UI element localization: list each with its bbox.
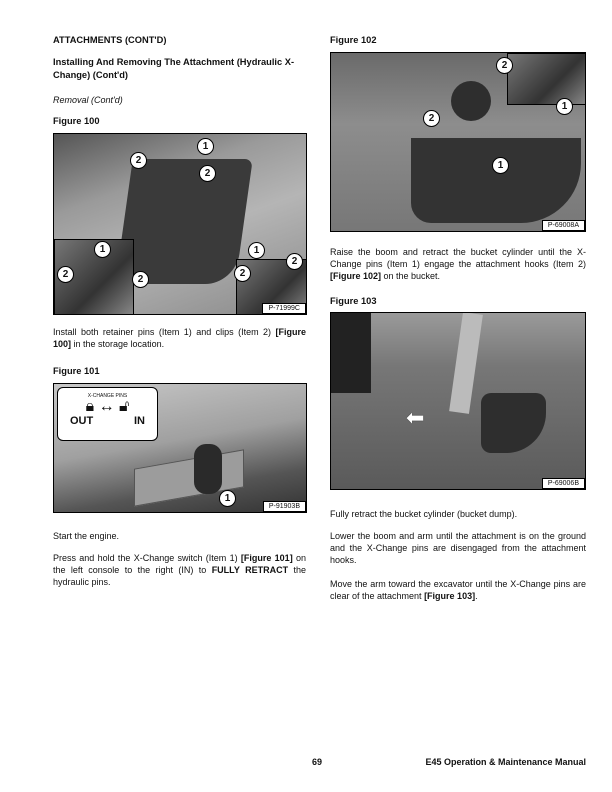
decal-title: X-CHANGE PINS bbox=[87, 393, 128, 399]
paragraph-move-arm: Move the arm toward the excavator until the X-Change pins are clear of the attachment [Figure 103]. bbox=[330, 579, 586, 601]
callout: 2 bbox=[234, 265, 251, 282]
paragraph-retract-cylinder: Fully retract the bucket cylinder (bucket dump). bbox=[330, 509, 518, 519]
figure-100-caption: Figure 100 bbox=[53, 116, 100, 126]
page-number: 69 bbox=[312, 757, 323, 767]
photo-tag: P-91903B bbox=[263, 501, 306, 512]
figure-103-photo bbox=[330, 312, 586, 490]
callout: 1 bbox=[197, 138, 214, 155]
callout: 2 bbox=[199, 165, 216, 182]
decal-out: OUT bbox=[70, 415, 94, 427]
figure-ref[interactable]: [Figure 100] bbox=[53, 327, 306, 349]
photo-tag: P-69008A bbox=[542, 220, 585, 231]
arm-shape bbox=[449, 312, 483, 414]
lock-unlock-icon: 🔒︎ ↔ 🔓︎ bbox=[85, 398, 130, 415]
photo-tag: P-69006B bbox=[542, 478, 585, 489]
bucket-shape bbox=[115, 159, 253, 284]
pin-shape bbox=[451, 81, 491, 121]
paragraph-retainer-pins: Install both retainer pins (Item 1) and clips (Item 2) [Figure 100] in the storage location. bbox=[53, 327, 306, 349]
x-change-decal bbox=[57, 387, 158, 441]
callout: 2 bbox=[132, 271, 149, 288]
callout: 2 bbox=[286, 253, 303, 270]
manual-title: E45 Operation & Maintenance Manual bbox=[425, 757, 586, 767]
decal-in: IN bbox=[134, 415, 145, 427]
figure-ref[interactable]: [Figure 102] bbox=[330, 271, 382, 281]
figure-ref[interactable]: [Figure 101] bbox=[240, 553, 293, 563]
callout: 1 bbox=[556, 98, 573, 115]
callout: 2 bbox=[57, 266, 74, 283]
section-heading: Installing And Removing The Attachment (Hydraulic X-Change) (Cont'd) bbox=[53, 57, 295, 80]
inset bbox=[507, 53, 586, 105]
callout: 2 bbox=[496, 57, 513, 74]
callout: 1 bbox=[219, 490, 236, 507]
joystick-shape bbox=[194, 444, 222, 494]
figure-ref[interactable]: [Figure 103] bbox=[424, 591, 476, 601]
section-title: ATTACHMENTS (CONT'D) bbox=[53, 35, 167, 45]
paragraph-lower-boom: Lower the boom and arm until the attachment is on the ground and the X-Change pins are disengaged from the attachment hooks. bbox=[330, 531, 586, 565]
subheading: Removal (Cont'd) bbox=[53, 95, 123, 105]
figure-101-photo bbox=[53, 383, 307, 513]
callout: 1 bbox=[94, 241, 111, 258]
bucket-shape bbox=[481, 393, 546, 453]
figure-101-caption: Figure 101 bbox=[53, 366, 100, 376]
paragraph-start-engine: Start the engine. bbox=[53, 531, 120, 541]
paragraph-press-switch: Press and hold the X-Change switch (Item 1) [Figure 101] on the left console to the right (IN) to FULLY RETRACT the hydraulic pins. bbox=[53, 553, 307, 587]
paragraph-raise-boom: Raise the boom and retract the bucket cylinder until the X-Change pins (Item 1) engage the attachment hooks (Item 2) [Figure 102] on the bucket. bbox=[330, 247, 586, 281]
arrow-left-icon: ⬅ bbox=[406, 405, 425, 430]
callout: 1 bbox=[248, 242, 265, 259]
bucket-shape bbox=[411, 138, 581, 223]
callout: 2 bbox=[423, 110, 440, 127]
excavator-shape bbox=[331, 313, 371, 393]
callout: 2 bbox=[130, 152, 147, 169]
figure-102-caption: Figure 102 bbox=[330, 35, 377, 45]
callout: 1 bbox=[492, 157, 509, 174]
figure-102-photo bbox=[330, 52, 586, 232]
photo-tag: P-71999C bbox=[262, 303, 306, 314]
figure-103-caption: Figure 103 bbox=[330, 296, 377, 306]
figure-100-photo bbox=[53, 133, 307, 315]
